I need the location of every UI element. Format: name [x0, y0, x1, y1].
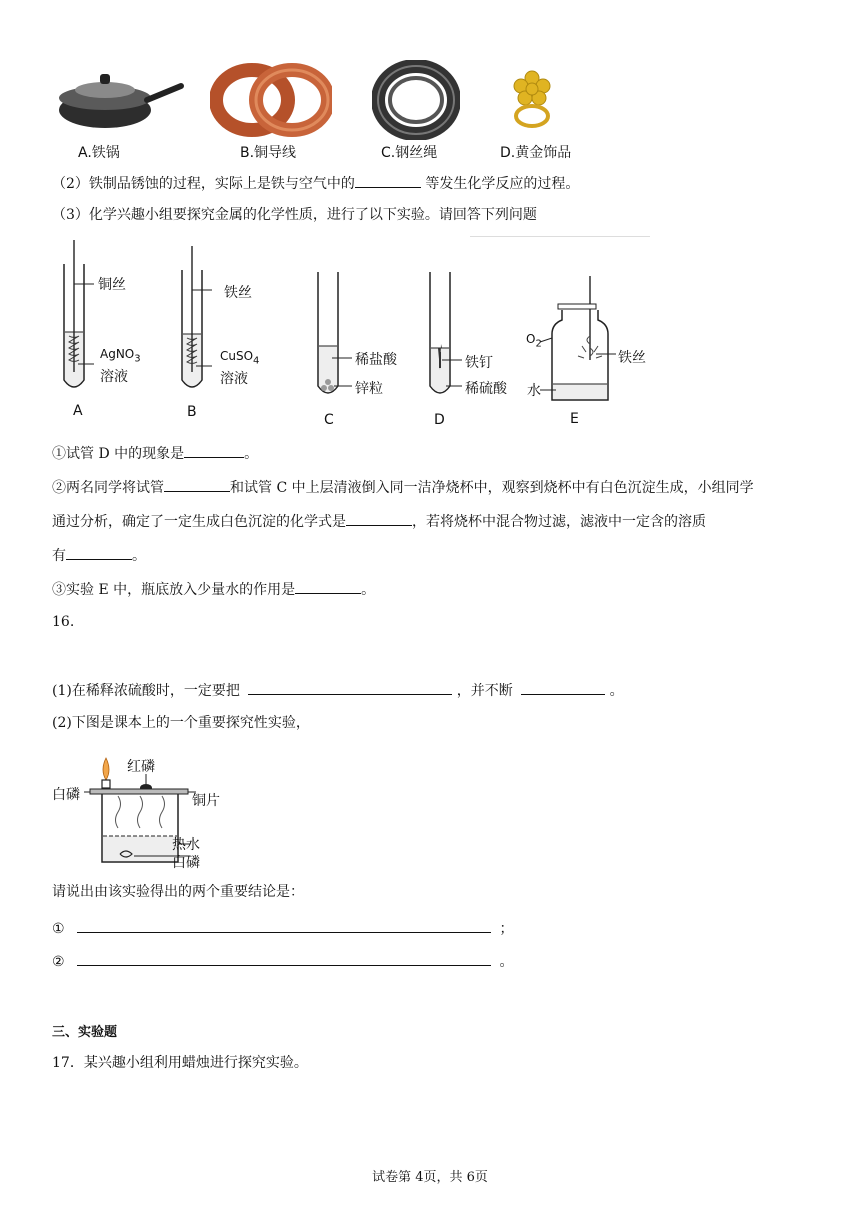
- conclusion-2: [52, 950, 513, 972]
- answer-blank[interactable]: [295, 578, 361, 594]
- object-label-d: 铁钉: [465, 355, 493, 371]
- answer-blank[interactable]: [521, 679, 605, 695]
- answer-blank[interactable]: [66, 544, 132, 560]
- answer-blank[interactable]: [355, 172, 421, 188]
- conclusion-1: [52, 917, 513, 939]
- liquid-label-d: 稀硫酸: [465, 381, 507, 397]
- conclusion-2-marker: ②: [52, 954, 65, 970]
- solid-label-c: 锌粒: [355, 381, 383, 397]
- conclusion-1-end: ；: [499, 921, 514, 937]
- subquestion-2-line-3: [52, 544, 146, 566]
- tube-b-letter: B: [187, 404, 197, 420]
- page-footer: 试卷第 4页，共 6页: [372, 1170, 488, 1185]
- gas-label-e: [526, 332, 542, 349]
- gold-ring-image: [505, 64, 559, 130]
- subquestion-2-text-cont: 和试管 C 中上层清液倒入同一洁净烧杯中，观察到烧杯中有白色沉淀生成，小组同学: [230, 480, 754, 496]
- hot-water-label: 热水: [172, 837, 200, 853]
- wire-label-b: 铁丝: [224, 285, 252, 301]
- question-16-1-tail: 。: [609, 683, 624, 699]
- subquestion-3-text: ③实验 E 中，瓶底放入少量水的作用是: [52, 582, 296, 598]
- test-tube-b: [182, 246, 212, 387]
- answer-blank[interactable]: [164, 476, 230, 492]
- answer-blank[interactable]: [77, 950, 491, 966]
- section-3-title: 三、实验题: [52, 1025, 118, 1040]
- solution-a-subscript: 3: [134, 353, 141, 365]
- question-16-1: [52, 679, 624, 701]
- solution-label-b: [220, 349, 259, 366]
- steel-wire-image: [372, 60, 460, 140]
- divider: [470, 236, 650, 237]
- solution-b-subscript: 4: [253, 355, 260, 367]
- question-2-tail: 等发生化学反应的过程。: [420, 176, 580, 192]
- copper-wire-image: [210, 62, 332, 138]
- tube-c-letter: C: [324, 412, 334, 428]
- answer-blank[interactable]: [184, 442, 244, 458]
- tube-d-letter: D: [434, 412, 445, 428]
- item-d-label: D.黄金饰品: [500, 145, 572, 161]
- solution-a-name: 溶液: [100, 369, 128, 385]
- subquestion-2-tail: 。: [132, 548, 146, 564]
- item-c-label: C.钢丝绳: [381, 145, 438, 161]
- solution-b-formula: CuSO: [220, 349, 254, 363]
- question-16-2: (2)下图是课本上的一个重要探究性实验，: [52, 715, 310, 731]
- subquestion-1: [52, 442, 258, 464]
- question-3: （3）化学兴趣小组要探究金属的化学性质，进行了以下实验。请回答下列问题: [52, 207, 537, 223]
- solution-b-name: 溶液: [220, 371, 248, 387]
- subquestion-2-line-1: [52, 476, 754, 498]
- question-16-1-text: (1)在稀释浓硫酸时，一定要把: [52, 683, 240, 699]
- gas-e-formula: O: [526, 332, 536, 346]
- subquestion-3-tail: 。: [361, 582, 376, 598]
- conclusion-1-marker: ①: [52, 921, 65, 937]
- answer-blank[interactable]: [346, 510, 412, 526]
- answer-blank[interactable]: [248, 679, 452, 695]
- white-phosphorus-bottom-label: 白磷: [172, 855, 200, 871]
- wire-label-e: 铁丝: [618, 350, 646, 366]
- white-phosphorus-top-label: 白磷: [52, 787, 80, 803]
- question-2-text: （2）铁制品锈蚀的过程，实际上是铁与空气中的: [52, 176, 355, 192]
- apparatus-diagram: [50, 240, 670, 435]
- solution-label-a: [100, 347, 141, 364]
- subquestion-2-text-2: 通过分析，确定了一定生成白色沉淀的化学式是: [52, 514, 346, 530]
- question-16-number: 16.: [52, 614, 75, 630]
- question-16-3: 请说出由该实验得出的两个重要结论是：: [52, 884, 304, 900]
- test-tube-a: [64, 240, 94, 387]
- item-b-label: B.铜导线: [240, 145, 297, 161]
- wok-image: [55, 60, 185, 138]
- subquestion-1-text: ①试管 D 中的现象是: [52, 446, 185, 462]
- wire-label-a: 铜丝: [98, 277, 126, 293]
- subquestion-2-text-4: 有: [52, 548, 66, 564]
- solution-a-formula: AgNO: [100, 347, 135, 361]
- test-tube-d: [430, 272, 462, 393]
- question-16-1-mid: ，并不断: [456, 683, 513, 699]
- answer-blank[interactable]: [77, 917, 491, 933]
- subquestion-3: [52, 578, 375, 600]
- test-tube-c: [318, 272, 352, 393]
- question-2: [52, 172, 579, 194]
- subquestion-2-line-2: [52, 510, 706, 532]
- subquestion-2-text: ②两名同学将试管: [52, 480, 164, 496]
- gas-jar-e: [540, 276, 616, 400]
- subquestion-2-text-3: ，若将烧杯中混合物过滤，滤液中一定含的溶质: [412, 514, 706, 530]
- conclusion-2-end: 。: [499, 954, 514, 970]
- water-label-e: 水: [527, 383, 541, 399]
- copper-sheet-label: 铜片: [192, 793, 220, 809]
- gas-e-subscript: 2: [535, 338, 542, 350]
- red-phosphorus-label: 红磷: [127, 759, 155, 775]
- item-a-label: A.铁锅: [78, 145, 120, 161]
- jar-e-letter: E: [570, 411, 579, 427]
- subquestion-1-tail: 。: [244, 446, 259, 462]
- tube-a-letter: A: [73, 403, 83, 419]
- question-17: 17．某兴趣小组利用蜡烛进行探究实验。: [52, 1055, 308, 1071]
- liquid-label-c: 稀盐酸: [355, 352, 397, 368]
